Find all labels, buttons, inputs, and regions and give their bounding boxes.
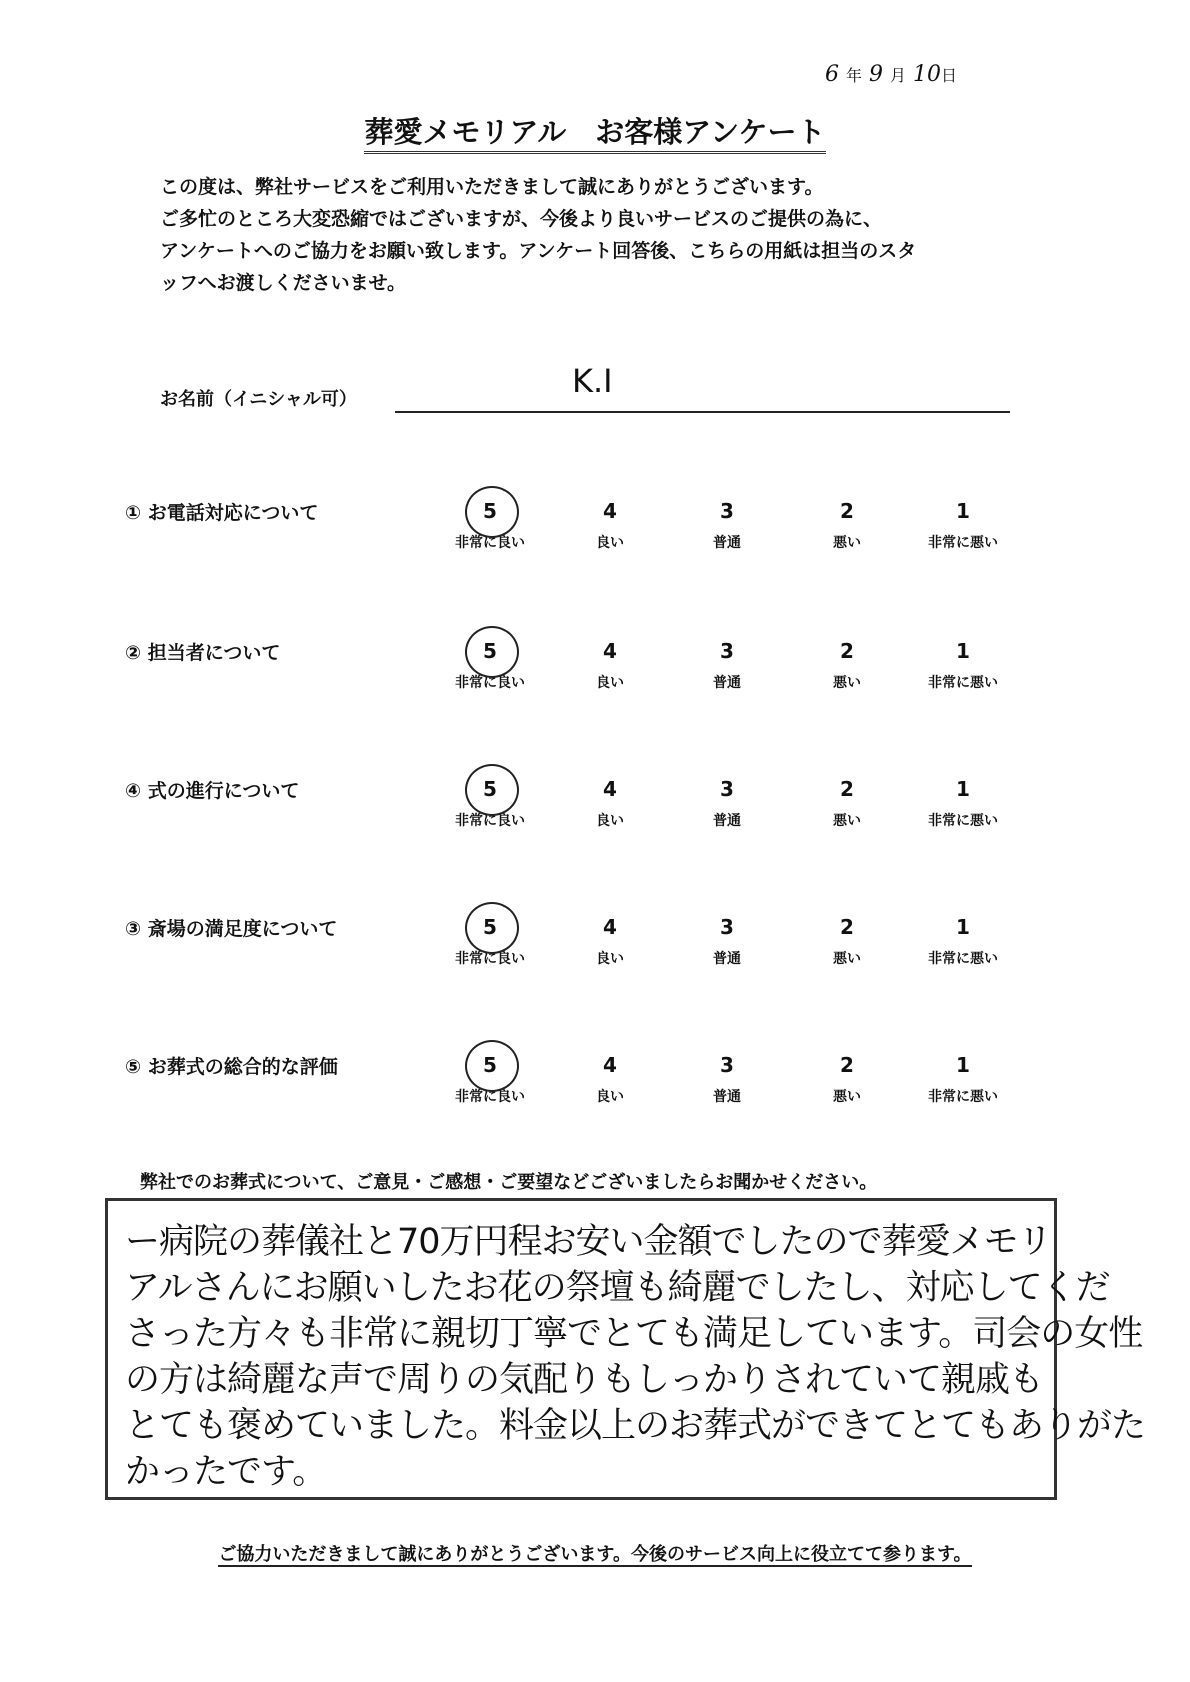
day-label: 日 — [941, 66, 958, 85]
comment-line: とても褒めていました。料金以上のお葬式ができてとてもありがた — [125, 1406, 1146, 1446]
rating-label: 普通 — [713, 1089, 741, 1105]
rating-number: 2 — [840, 1053, 854, 1077]
question-label: ③ 斎場の満足度について — [125, 918, 338, 940]
comment-prompt: 弊社でのお葬式について、ご意見・ご感想・ご要望などございましたらお聞かせください。 — [140, 1172, 878, 1193]
name-field-line — [395, 411, 1010, 413]
rating-option-4[interactable] — [555, 768, 665, 830]
rating-number: 4 — [603, 777, 617, 801]
rating-number: 4 — [603, 639, 617, 663]
comment-line: かったです。 — [125, 1452, 327, 1492]
rating-label: 非常に悪い — [928, 535, 998, 551]
rating-option-1[interactable] — [908, 768, 1018, 830]
rating-number: 1 — [956, 1053, 970, 1077]
selected-circle — [465, 1040, 519, 1092]
rating-label: 普通 — [713, 675, 741, 691]
rating-number: 5 — [483, 915, 497, 939]
rating-number: 5 — [483, 499, 497, 523]
rating-label: 普通 — [713, 535, 741, 551]
rating-number: 5 — [483, 1053, 497, 1077]
rating-label: 普通 — [713, 951, 741, 967]
year-label: 年 — [846, 66, 863, 85]
footer-note — [0, 1540, 1190, 1566]
rating-number: 1 — [956, 777, 970, 801]
rating-option-2[interactable] — [792, 768, 902, 830]
rating-label: 悪い — [833, 535, 861, 551]
comment-line: ー病院の葬儀社と70万円程お安い金額でしたので葬愛メモリ — [125, 1222, 1052, 1262]
rating-number: 3 — [720, 639, 734, 663]
rating-option-3[interactable] — [672, 768, 782, 830]
rating-option-5[interactable] — [435, 490, 545, 552]
rating-label: 良い — [596, 813, 624, 829]
rating-option-1[interactable] — [908, 1044, 1018, 1106]
rating-label: 非常に悪い — [928, 951, 998, 967]
rating-option-1[interactable] — [908, 490, 1018, 552]
rating-option-5[interactable] — [435, 768, 545, 830]
rating-label: 非常に悪い — [928, 1089, 998, 1105]
rating-option-2[interactable] — [792, 490, 902, 552]
rating-option-3[interactable] — [672, 630, 782, 692]
rating-number: 5 — [483, 777, 497, 801]
rating-label: 非常に良い — [455, 675, 525, 691]
rating-label: 普通 — [713, 813, 741, 829]
selected-circle — [465, 764, 519, 816]
rating-option-3[interactable] — [672, 1044, 782, 1106]
question-label: ① お電話対応について — [125, 502, 319, 524]
intro-line: ッフへお渡しくださいませ。 — [160, 272, 407, 294]
rating-number: 3 — [720, 915, 734, 939]
date-month: 9 — [869, 62, 884, 87]
rating-label: 悪い — [833, 675, 861, 691]
selected-circle — [465, 626, 519, 678]
question-label: ② 担当者について — [125, 642, 281, 664]
page-title — [0, 110, 1190, 151]
intro-line: この度は、弊社サービスをご利用いただきまして誠にありがとうございます。 — [160, 176, 824, 198]
rating-option-4[interactable] — [555, 906, 665, 968]
rating-number: 4 — [603, 499, 617, 523]
rating-option-5[interactable] — [435, 1044, 545, 1106]
rating-label: 非常に良い — [455, 1089, 525, 1105]
rating-option-2[interactable] — [792, 906, 902, 968]
comment-line: アルさんにお願いしたお花の祭壇も綺麗でしたし、対応してくだ — [125, 1268, 1110, 1308]
rating-option-5[interactable] — [435, 906, 545, 968]
rating-label: 非常に良い — [455, 813, 525, 829]
date-day: 10 — [913, 62, 942, 87]
question-label: ⑤ お葬式の総合的な評価 — [125, 1056, 338, 1078]
rating-option-5[interactable] — [435, 630, 545, 692]
name-label: お名前（イニシャル可） — [160, 389, 357, 410]
rating-number: 1 — [956, 639, 970, 663]
rating-number: 1 — [956, 499, 970, 523]
comment-line: さった方々も非常に親切丁寧でとても満足しています。司会の女性 — [125, 1314, 1143, 1354]
rating-option-4[interactable] — [555, 490, 665, 552]
rating-number: 2 — [840, 915, 854, 939]
comment-line: の方は綺麗な声で周りの気配りもしっかりされていて親戚も — [125, 1360, 1044, 1400]
rating-option-1[interactable] — [908, 906, 1018, 968]
rating-number: 3 — [720, 499, 734, 523]
rating-number: 5 — [483, 639, 497, 663]
rating-label: 良い — [596, 951, 624, 967]
rating-number: 2 — [840, 639, 854, 663]
date — [825, 62, 957, 87]
name-value[interactable]: K.I — [572, 362, 613, 400]
rating-number: 2 — [840, 777, 854, 801]
rating-number: 2 — [840, 499, 854, 523]
intro-line: アンケートへのご協力をお願い致します。アンケート回答後、こちらの用紙は担当のスタ — [160, 240, 917, 262]
selected-circle — [465, 902, 519, 954]
title-text: 葬愛メモリアル お客様アンケート — [364, 115, 825, 154]
rating-option-3[interactable] — [672, 906, 782, 968]
footer-text: ご協力いただきまして誠にありがとうございます。今後のサービス向上に役立てて参ります。 — [218, 1544, 972, 1565]
rating-label: 悪い — [833, 1089, 861, 1105]
rating-option-2[interactable] — [792, 630, 902, 692]
rating-label: 悪い — [833, 813, 861, 829]
month-label: 月 — [890, 66, 907, 85]
rating-label: 悪い — [833, 951, 861, 967]
rating-option-2[interactable] — [792, 1044, 902, 1106]
rating-label: 良い — [596, 535, 624, 551]
rating-option-3[interactable] — [672, 490, 782, 552]
rating-label: 非常に悪い — [928, 675, 998, 691]
selected-circle — [465, 486, 519, 538]
rating-option-1[interactable] — [908, 630, 1018, 692]
question-label: ④ 式の進行について — [125, 780, 300, 802]
intro-line: ご多忙のところ大変恐縮ではございますが、今後より良いサービスのご提供の為に、 — [160, 208, 883, 230]
rating-label: 良い — [596, 1089, 624, 1105]
rating-number: 3 — [720, 777, 734, 801]
rating-label: 良い — [596, 675, 624, 691]
rating-option-4[interactable] — [555, 630, 665, 692]
rating-option-4[interactable] — [555, 1044, 665, 1106]
rating-label: 非常に良い — [455, 535, 525, 551]
rating-label: 非常に良い — [455, 951, 525, 967]
rating-number: 1 — [956, 915, 970, 939]
rating-number: 3 — [720, 1053, 734, 1077]
rating-label: 非常に悪い — [928, 813, 998, 829]
rating-number: 4 — [603, 915, 617, 939]
rating-number: 4 — [603, 1053, 617, 1077]
date-year: 6 — [825, 62, 839, 87]
